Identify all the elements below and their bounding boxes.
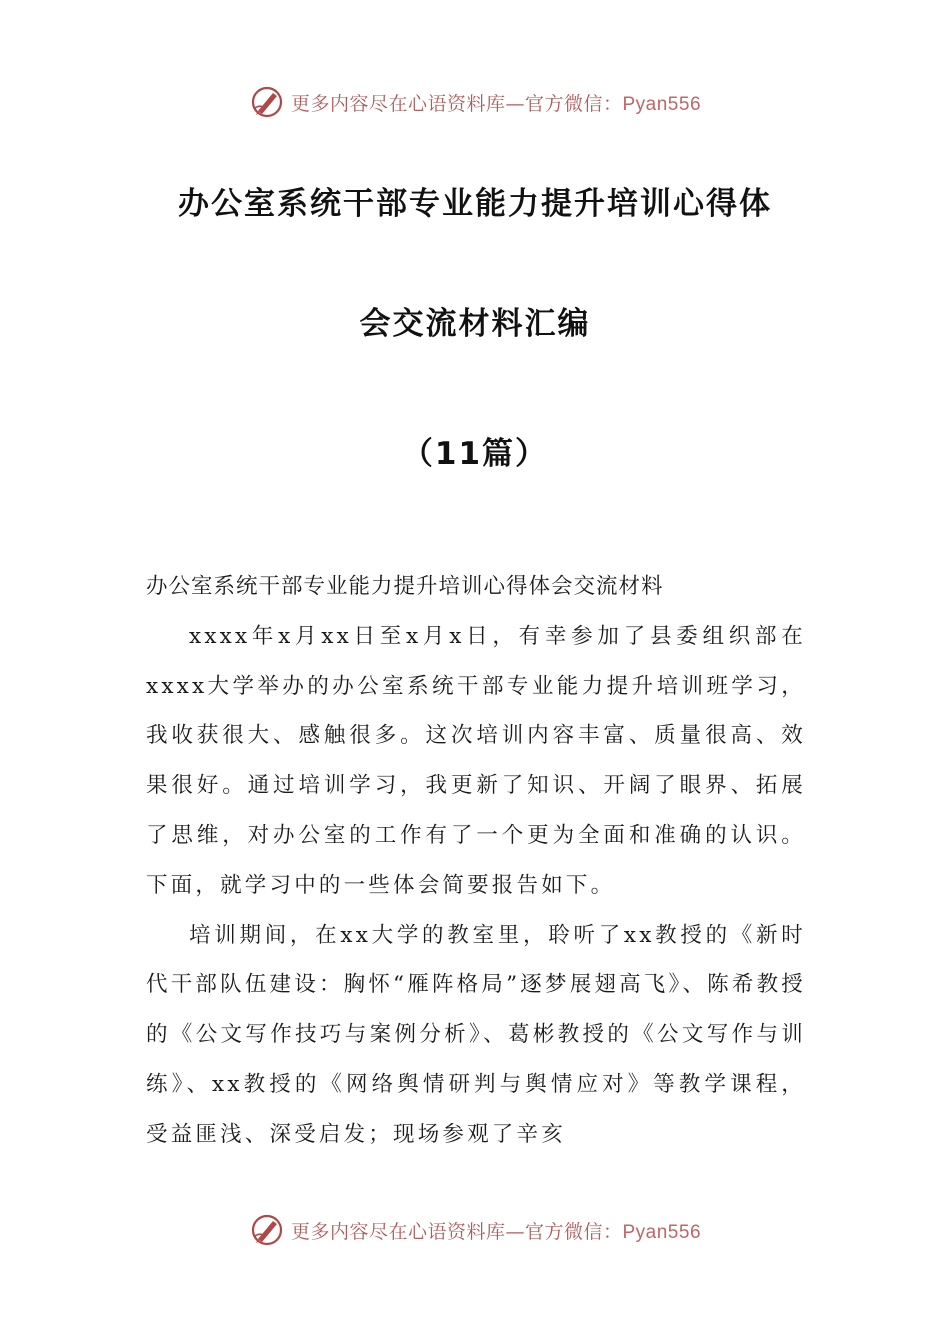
watermark-text: 更多内容尽在心语资料库—官方微信：Pyan556 bbox=[290, 1220, 702, 1243]
header-watermark bbox=[0, 82, 950, 122]
pen-in-circle-icon bbox=[249, 1212, 285, 1248]
paragraph: 培训期间，在xx大学的教室里，聆听了xx教授的《新时代干部队伍建设：胸怀“雁阵格局”逐梦展翅高飞》、陈希教授的《公文写作技巧与案例分析》、葛彬教授的《公文写作与训练》、xx教授的《网络舆情研判与舆情应对》等教学课程，受益匪浅、深受启发；现场参观了辛亥 bbox=[146, 922, 806, 1147]
pen-in-circle-icon bbox=[249, 84, 285, 120]
document-title-line1: 办公室系统干部专业能力提升培训心得体 bbox=[178, 186, 772, 222]
footer-watermark bbox=[0, 1210, 950, 1250]
document-title-line2: 会交流材料汇编 bbox=[359, 306, 591, 342]
section-subtitle: 办公室系统干部专业能力提升培训心得体会交流材料 bbox=[146, 574, 664, 599]
watermark-handle: Pyan556 bbox=[622, 1221, 702, 1243]
document-count: （11篇） bbox=[401, 436, 549, 472]
watermark-handle: Pyan556 bbox=[622, 93, 702, 115]
watermark-text: 更多内容尽在心语资料库—官方微信：Pyan556 bbox=[290, 92, 702, 115]
paragraph: xxxx年x月xx日至x月x日，有幸参加了县委组织部在xxxx大学举办的办公室系统干部专业能力提升培训班学习，我收获很大、感触很多。这次培训内容丰富、质量很高、效果很好。通过培训学习，我更新了知识、开阔了眼界、拓展了思维，对办公室的工作有了一个更为全面和准确的认识。下面，就学习中的一些体会简要报告如下。 bbox=[146, 623, 806, 898]
document-body bbox=[146, 562, 806, 1160]
